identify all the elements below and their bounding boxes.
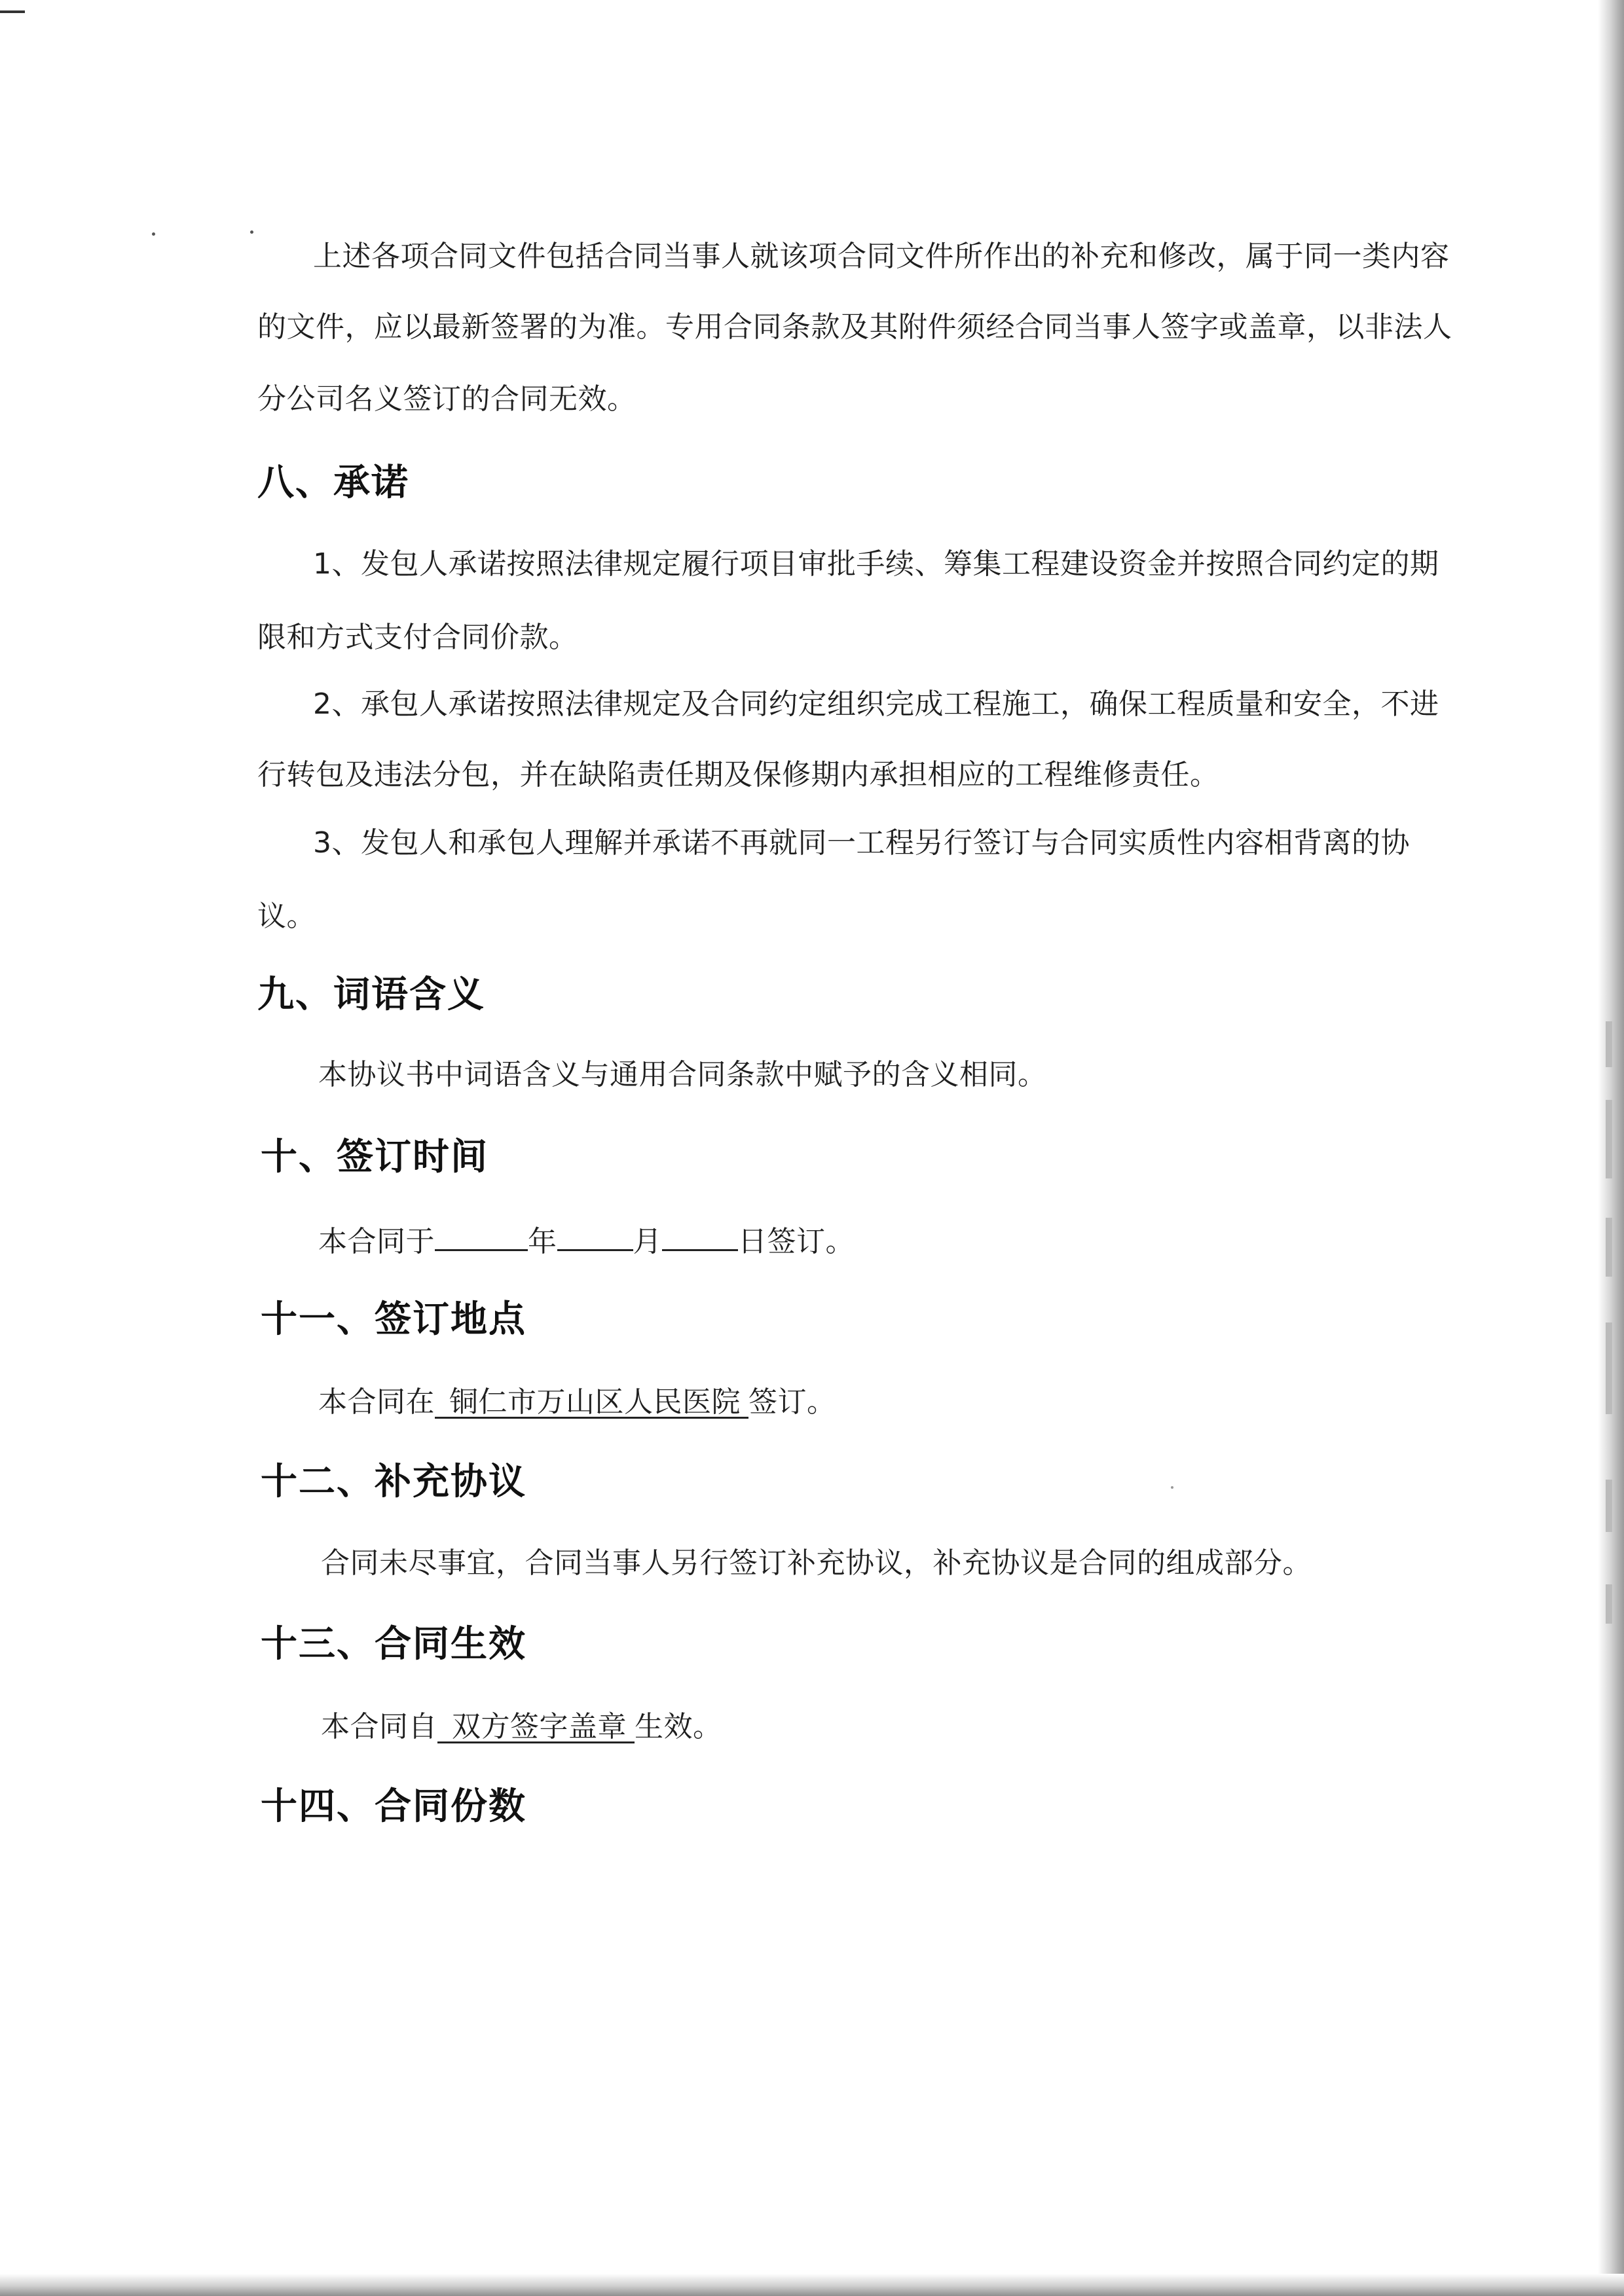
body-line: 合同未尽事宜，合同当事人另行签订补充协议，补充协议是合同的组成部分。 bbox=[321, 1546, 1312, 1580]
year-label: 年 bbox=[528, 1225, 557, 1258]
body-line: 2、承包人承诺按照法律规定及合同约定组织完成工程施工，确保工程质量和安全，不进 bbox=[313, 687, 1439, 721]
scan-speck bbox=[152, 232, 155, 236]
day-label: 日签订。 bbox=[738, 1225, 855, 1258]
scan-bottom-edge bbox=[0, 2274, 1624, 2296]
month-blank bbox=[557, 1223, 633, 1251]
effective-prefix: 本合同自 bbox=[321, 1710, 437, 1743]
section-heading: 八、承诺 bbox=[257, 462, 409, 504]
scan-noise bbox=[1606, 1322, 1612, 1414]
section-heading: 十四、合同份数 bbox=[261, 1785, 526, 1828]
scan-speck bbox=[1171, 1486, 1173, 1489]
body-line: 限和方式支付合同价款。 bbox=[257, 621, 578, 654]
body-line: 行转包及违法分包，并在缺陷责任期及保修期内承担相应的工程维修责任。 bbox=[257, 758, 1219, 792]
signing-date-line bbox=[318, 1223, 855, 1259]
signing-date-prefix: 本合同于 bbox=[318, 1225, 435, 1258]
body-line: 分公司名义签订的合同无效。 bbox=[257, 382, 637, 416]
scan-noise bbox=[1606, 1021, 1612, 1067]
scan-speck bbox=[250, 230, 253, 234]
body-line: 的文件，应以最新签署的为准。专用合同条款及其附件须经合同当事人签字或盖章，以非法人 bbox=[257, 310, 1452, 344]
signing-place-prefix: 本合同在 bbox=[318, 1385, 435, 1419]
scan-noise bbox=[1606, 1218, 1612, 1277]
signing-place-line bbox=[318, 1385, 836, 1419]
section-heading: 十二、补充协议 bbox=[261, 1461, 526, 1503]
scan-noise bbox=[1606, 1100, 1612, 1178]
signing-place-suffix: 签订。 bbox=[748, 1385, 836, 1419]
scan-noise bbox=[1606, 1480, 1612, 1532]
effective-suffix: 生效。 bbox=[635, 1710, 722, 1743]
body-line: 3、发包人和承包人理解并承诺不再就同一工程另行签订与合同实质性内容相背离的协 bbox=[313, 826, 1410, 860]
scan-corner-mark bbox=[0, 10, 25, 13]
body-line: 1、发包人承诺按照法律规定履行项目审批手续、筹集工程建设资金并按照合同约定的期 bbox=[313, 547, 1439, 581]
body-line: 本协议书中词语含义与通用合同条款中赋予的含义相同。 bbox=[318, 1058, 1047, 1091]
section-heading: 十三、合同生效 bbox=[261, 1623, 526, 1666]
effective-condition: 双方签字盖章 bbox=[437, 1713, 635, 1743]
signing-place-value: 铜仁市万山区人民医院 bbox=[435, 1388, 748, 1419]
section-heading: 十、签订时间 bbox=[261, 1136, 489, 1178]
day-blank bbox=[662, 1223, 738, 1251]
effective-line bbox=[321, 1710, 722, 1744]
section-heading: 九、词语含义 bbox=[257, 974, 485, 1016]
body-line: 上述各项合同文件包括合同当事人就该项合同文件所作出的补充和修改，属于同一类内容 bbox=[313, 240, 1450, 273]
year-blank bbox=[435, 1223, 528, 1251]
month-label: 月 bbox=[633, 1225, 662, 1258]
scan-noise bbox=[1606, 1584, 1612, 1624]
section-heading: 十一、签订地点 bbox=[261, 1298, 526, 1341]
body-line: 议。 bbox=[257, 900, 316, 933]
